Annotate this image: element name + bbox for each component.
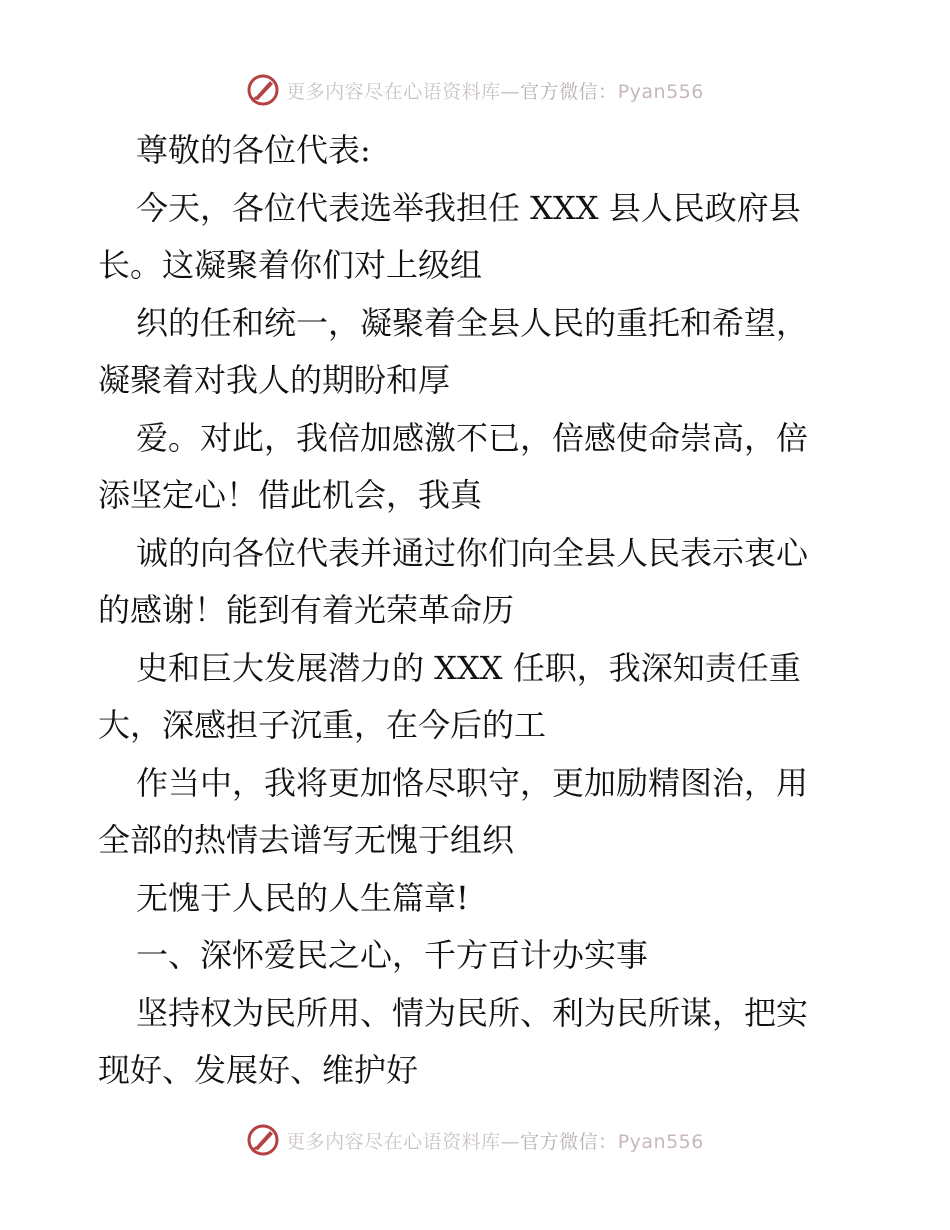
text-line: 尊敬的各位代表: xyxy=(136,131,371,169)
text-line: 全部的热情去谱写无愧于组织 xyxy=(98,821,515,859)
document-body xyxy=(98,122,858,1100)
feather-pen-logo-icon xyxy=(246,1123,280,1157)
text-line: 凝聚着对我人的期盼和厚 xyxy=(98,361,451,399)
text-line: 织的任和统一，凝聚着全县人民的重托和希望， xyxy=(136,303,809,342)
text-line: 无愧于人民的人生篇章! xyxy=(136,878,469,917)
watermark-text: 更多内容尽在心语资料库—官方微信：Pyan556 xyxy=(286,1130,704,1153)
text-line: 史和巨大发展潜力的 XXX 任职，我深知责任重 xyxy=(136,648,801,687)
text-line: 坚持权为民所用、情为民所、利为民所谋，把实 xyxy=(136,993,809,1032)
text-line: 爱。对此，我倍加感激不已，倍感使命崇高，倍 xyxy=(136,418,809,457)
text-line: 添坚定心！借此机会，我真 xyxy=(98,476,483,514)
text-line: 长。这凝聚着你们对上级组 xyxy=(98,246,483,284)
watermark-text: 更多内容尽在心语资料库—官方微信：Pyan556 xyxy=(286,80,704,103)
footer-watermark xyxy=(0,1118,950,1162)
text-line: 诚的向各位代表并通过你们向全县人民表示衷心 xyxy=(136,533,809,572)
text-line: 一、深怀爱民之心，千方百计办实事 xyxy=(136,936,649,974)
text-line: 今天，各位代表选举我担任 XXX 县人民政府县 xyxy=(136,188,801,227)
text-line: 作当中，我将更加恪尽职守，更加励精图治，用 xyxy=(136,763,809,802)
text-line: 大，深感担子沉重，在今后的工 xyxy=(98,706,547,744)
text-line: 现好、发展好、维护好 xyxy=(98,1051,419,1089)
header-watermark xyxy=(0,68,950,112)
text-line: 的感谢！能到有着光荣革命历 xyxy=(98,591,515,629)
feather-pen-logo-icon xyxy=(246,73,280,107)
